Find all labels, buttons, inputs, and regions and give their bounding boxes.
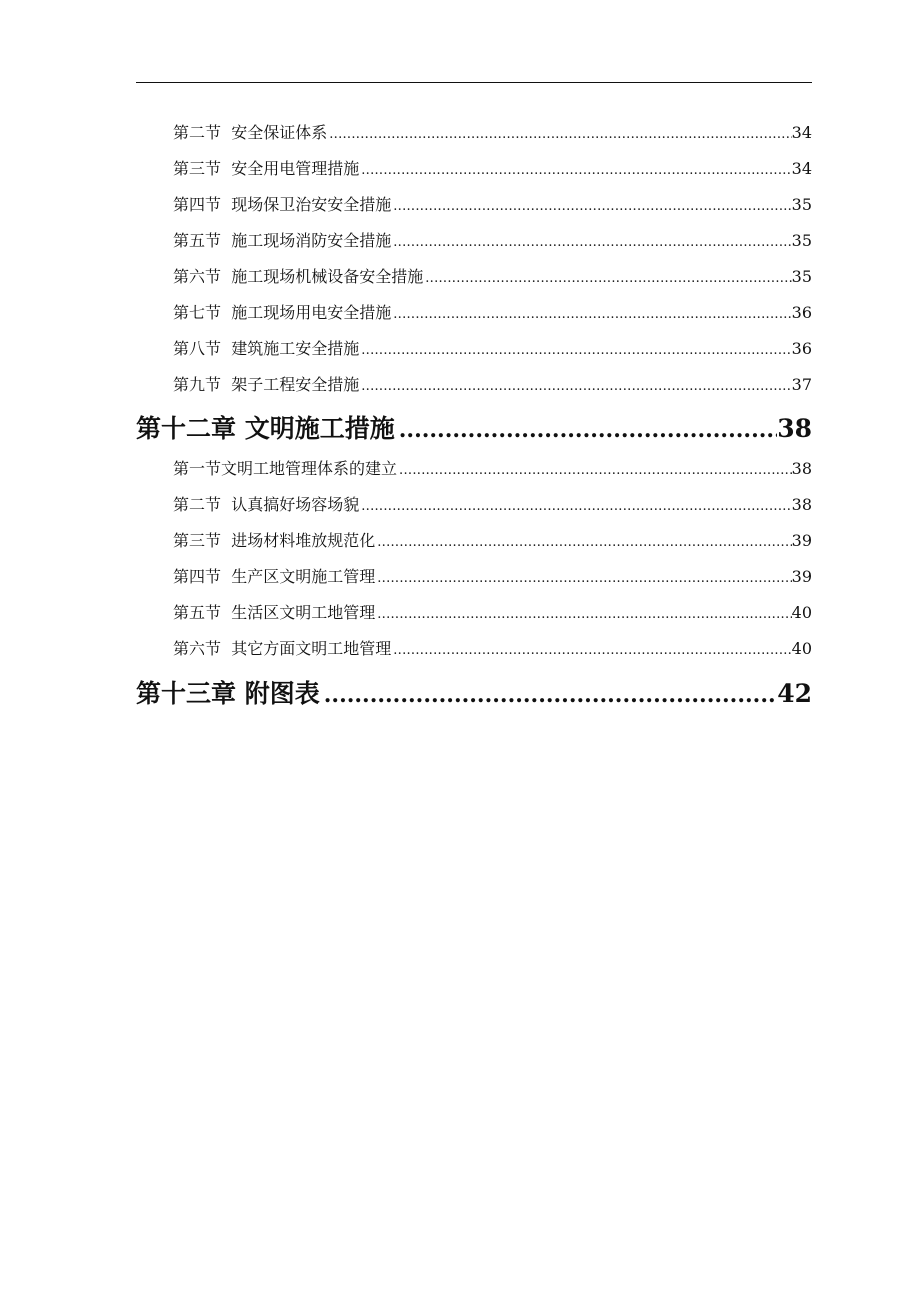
toc-entry-section[interactable] xyxy=(136,564,812,587)
toc-entry-section[interactable] xyxy=(136,600,812,623)
dot-leader xyxy=(423,271,791,286)
toc-page-number: 40 xyxy=(791,603,812,622)
toc-page-number: 42 xyxy=(777,679,812,708)
toc-entry-section[interactable] xyxy=(136,192,812,215)
dot-leader xyxy=(391,235,791,250)
toc-chapter-title: 第十二章 文明施工措施 xyxy=(136,414,395,443)
toc-entry-section[interactable] xyxy=(136,456,812,479)
toc-entry-section[interactable] xyxy=(136,528,812,551)
toc-page-number: 34 xyxy=(791,159,812,178)
toc-page-number: 36 xyxy=(791,339,812,358)
dot-leader xyxy=(327,127,791,142)
toc-entry-title: 第三节 进场材料堆放规范化 xyxy=(173,531,376,550)
toc-entry-section[interactable] xyxy=(136,156,812,179)
toc-entry-title: 第九节 架子工程安全措施 xyxy=(173,375,360,394)
toc-entry-title: 第八节 建筑施工安全措施 xyxy=(173,339,360,358)
dot-leader xyxy=(359,343,791,358)
toc-page-number: 39 xyxy=(791,531,812,550)
dot-leader xyxy=(375,607,791,622)
dot-leader xyxy=(359,379,791,394)
dot-leader xyxy=(375,571,791,586)
toc-page-number: 38 xyxy=(791,495,812,514)
toc-entry-chapter[interactable] xyxy=(136,674,812,710)
toc-page-number: 35 xyxy=(791,231,812,250)
dot-leader xyxy=(395,417,777,443)
toc-entry-title: 第六节 施工现场机械设备安全措施 xyxy=(173,267,424,286)
dot-leader xyxy=(391,643,791,658)
dot-leader xyxy=(391,199,791,214)
toc-page-number: 40 xyxy=(791,639,812,658)
toc-page-number: 39 xyxy=(791,567,812,586)
dot-leader xyxy=(320,682,777,708)
toc-entry-title: 第二节 认真搞好场容场貌 xyxy=(173,495,360,514)
toc-page-number: 38 xyxy=(777,414,812,443)
toc-entry-title: 第二节 安全保证体系 xyxy=(173,123,328,142)
toc-entry-section[interactable] xyxy=(136,228,812,251)
toc-entry-title: 第一节文明工地管理体系的建立 xyxy=(173,459,398,478)
dot-leader xyxy=(359,499,791,514)
toc-entry-title: 第四节 生产区文明施工管理 xyxy=(173,567,376,586)
toc-entry-section[interactable] xyxy=(136,492,812,515)
toc-page-number: 36 xyxy=(791,303,812,322)
dot-leader xyxy=(391,307,791,322)
toc-entry-title: 第三节 安全用电管理措施 xyxy=(173,159,360,178)
header-rule xyxy=(136,82,812,83)
toc-entry-section[interactable] xyxy=(136,300,812,323)
toc-entry-section[interactable] xyxy=(136,372,812,395)
toc-page-number: 38 xyxy=(791,459,812,478)
dot-leader xyxy=(359,163,791,178)
toc-page-number: 35 xyxy=(791,195,812,214)
toc-entry-section[interactable] xyxy=(136,636,812,659)
toc-page-number: 34 xyxy=(791,123,812,142)
toc-page-number: 35 xyxy=(791,267,812,286)
toc-entry-chapter[interactable] xyxy=(136,409,812,445)
toc-page-number: 37 xyxy=(791,375,812,394)
dot-leader xyxy=(375,535,791,550)
toc-entry-section[interactable] xyxy=(136,336,812,359)
toc-chapter-title: 第十三章 附图表 xyxy=(136,679,320,708)
toc-entry-section[interactable] xyxy=(136,120,812,143)
dot-leader xyxy=(397,463,792,478)
toc-entry-title: 第五节 施工现场消防安全措施 xyxy=(173,231,392,250)
toc-entry-section[interactable] xyxy=(136,264,812,287)
toc-entry-title: 第四节 现场保卫治安安全措施 xyxy=(173,195,392,214)
toc-entry-title: 第七节 施工现场用电安全措施 xyxy=(173,303,392,322)
toc-entry-title: 第五节 生活区文明工地管理 xyxy=(173,603,376,622)
toc-entry-title: 第六节 其它方面文明工地管理 xyxy=(173,639,392,658)
